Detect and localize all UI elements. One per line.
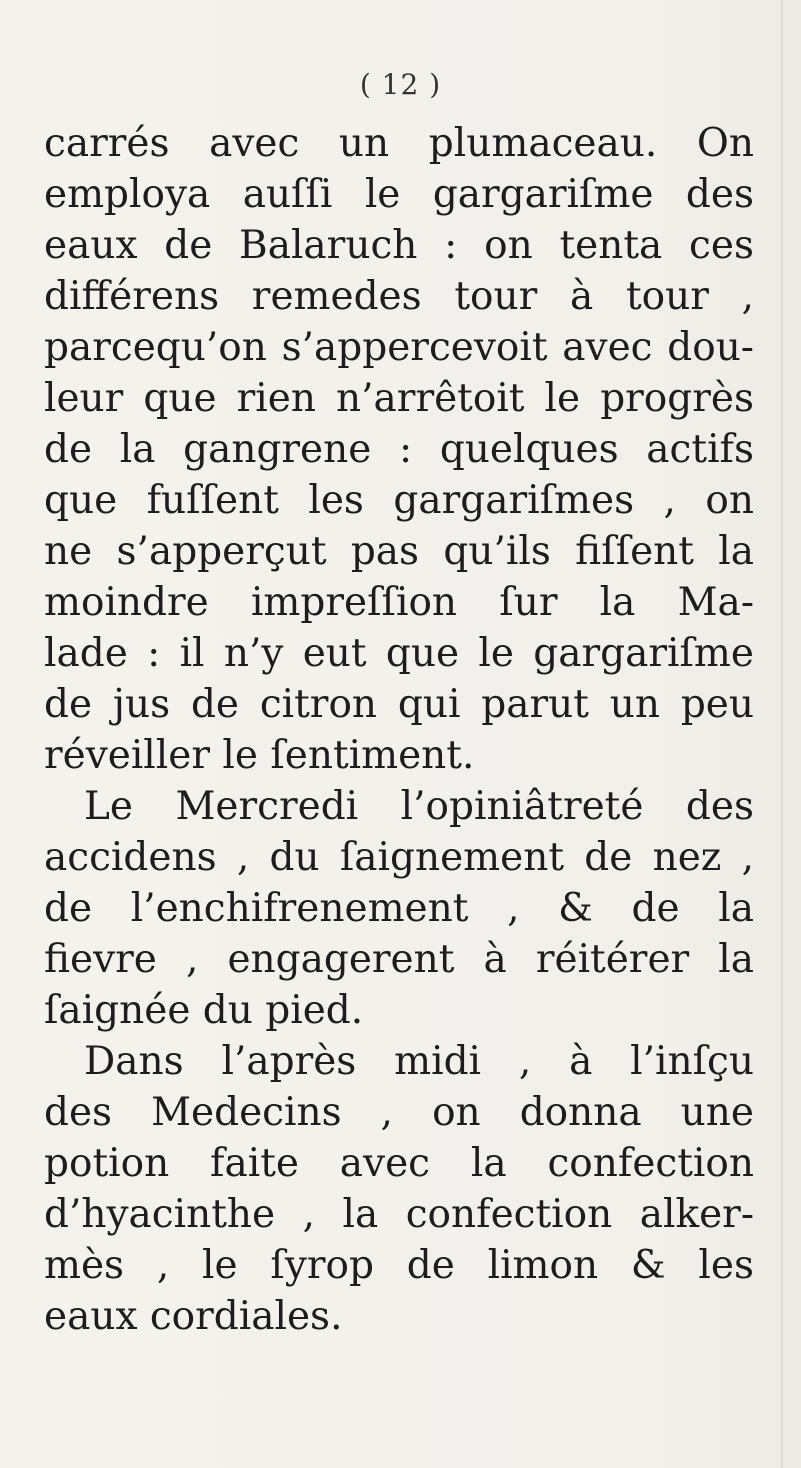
text-line: d’hyacinthe , la confection alker-	[44, 1192, 754, 1237]
text-line: de jus de citron qui parut un peu	[44, 682, 754, 727]
text-line: que fuſſent les gargariſmes , on	[44, 478, 754, 523]
body-text	[44, 118, 754, 1342]
text-line: Le Mercredi l’opiniâtreté des	[84, 784, 754, 829]
page-number: ( 12 )	[359, 68, 442, 101]
text-line: moindre impreſſion ſur la Ma-	[44, 580, 754, 625]
text-line: carrés avec un plumaceau. On	[44, 121, 754, 166]
text-line: eaux de Balaruch : on tenta ces	[44, 223, 754, 268]
text-line: accidens , du ſaignement de nez ,	[44, 835, 754, 880]
text-line: des Medecins , on donna une	[44, 1090, 754, 1135]
text-line: potion faite avec la confection	[44, 1141, 754, 1186]
text-line: lade : il n’y eut que le gargariſme	[44, 631, 754, 676]
text-line: fievre , engagerent à réitérer la	[44, 937, 754, 982]
text-line: ne s’apperçut pas qu’ils fiſſent la	[44, 529, 754, 574]
page-edge-shadow	[781, 0, 783, 1468]
text-line: ſaignée du pied.	[44, 988, 364, 1033]
text-line: leur que rien n’arrêtoit le progrès	[44, 376, 754, 421]
text-line: employa auſſi le gargariſme des	[44, 172, 754, 217]
text-line: Dans l’après midi , à l’inſçu	[84, 1039, 754, 1084]
text-line: eaux cordiales.	[44, 1294, 343, 1339]
text-line: de l’enchifrenement , & de la	[44, 886, 754, 931]
text-line: réveiller le ſentiment.	[44, 733, 475, 778]
text-line: parcequ’on s’appercevoit avec dou-	[44, 325, 754, 370]
text-line: de la gangrene : quelques actifs	[44, 427, 754, 472]
text-line: différens remedes tour à tour ,	[44, 274, 754, 319]
text-line: mès , le ſyrop de limon & les	[44, 1243, 754, 1288]
